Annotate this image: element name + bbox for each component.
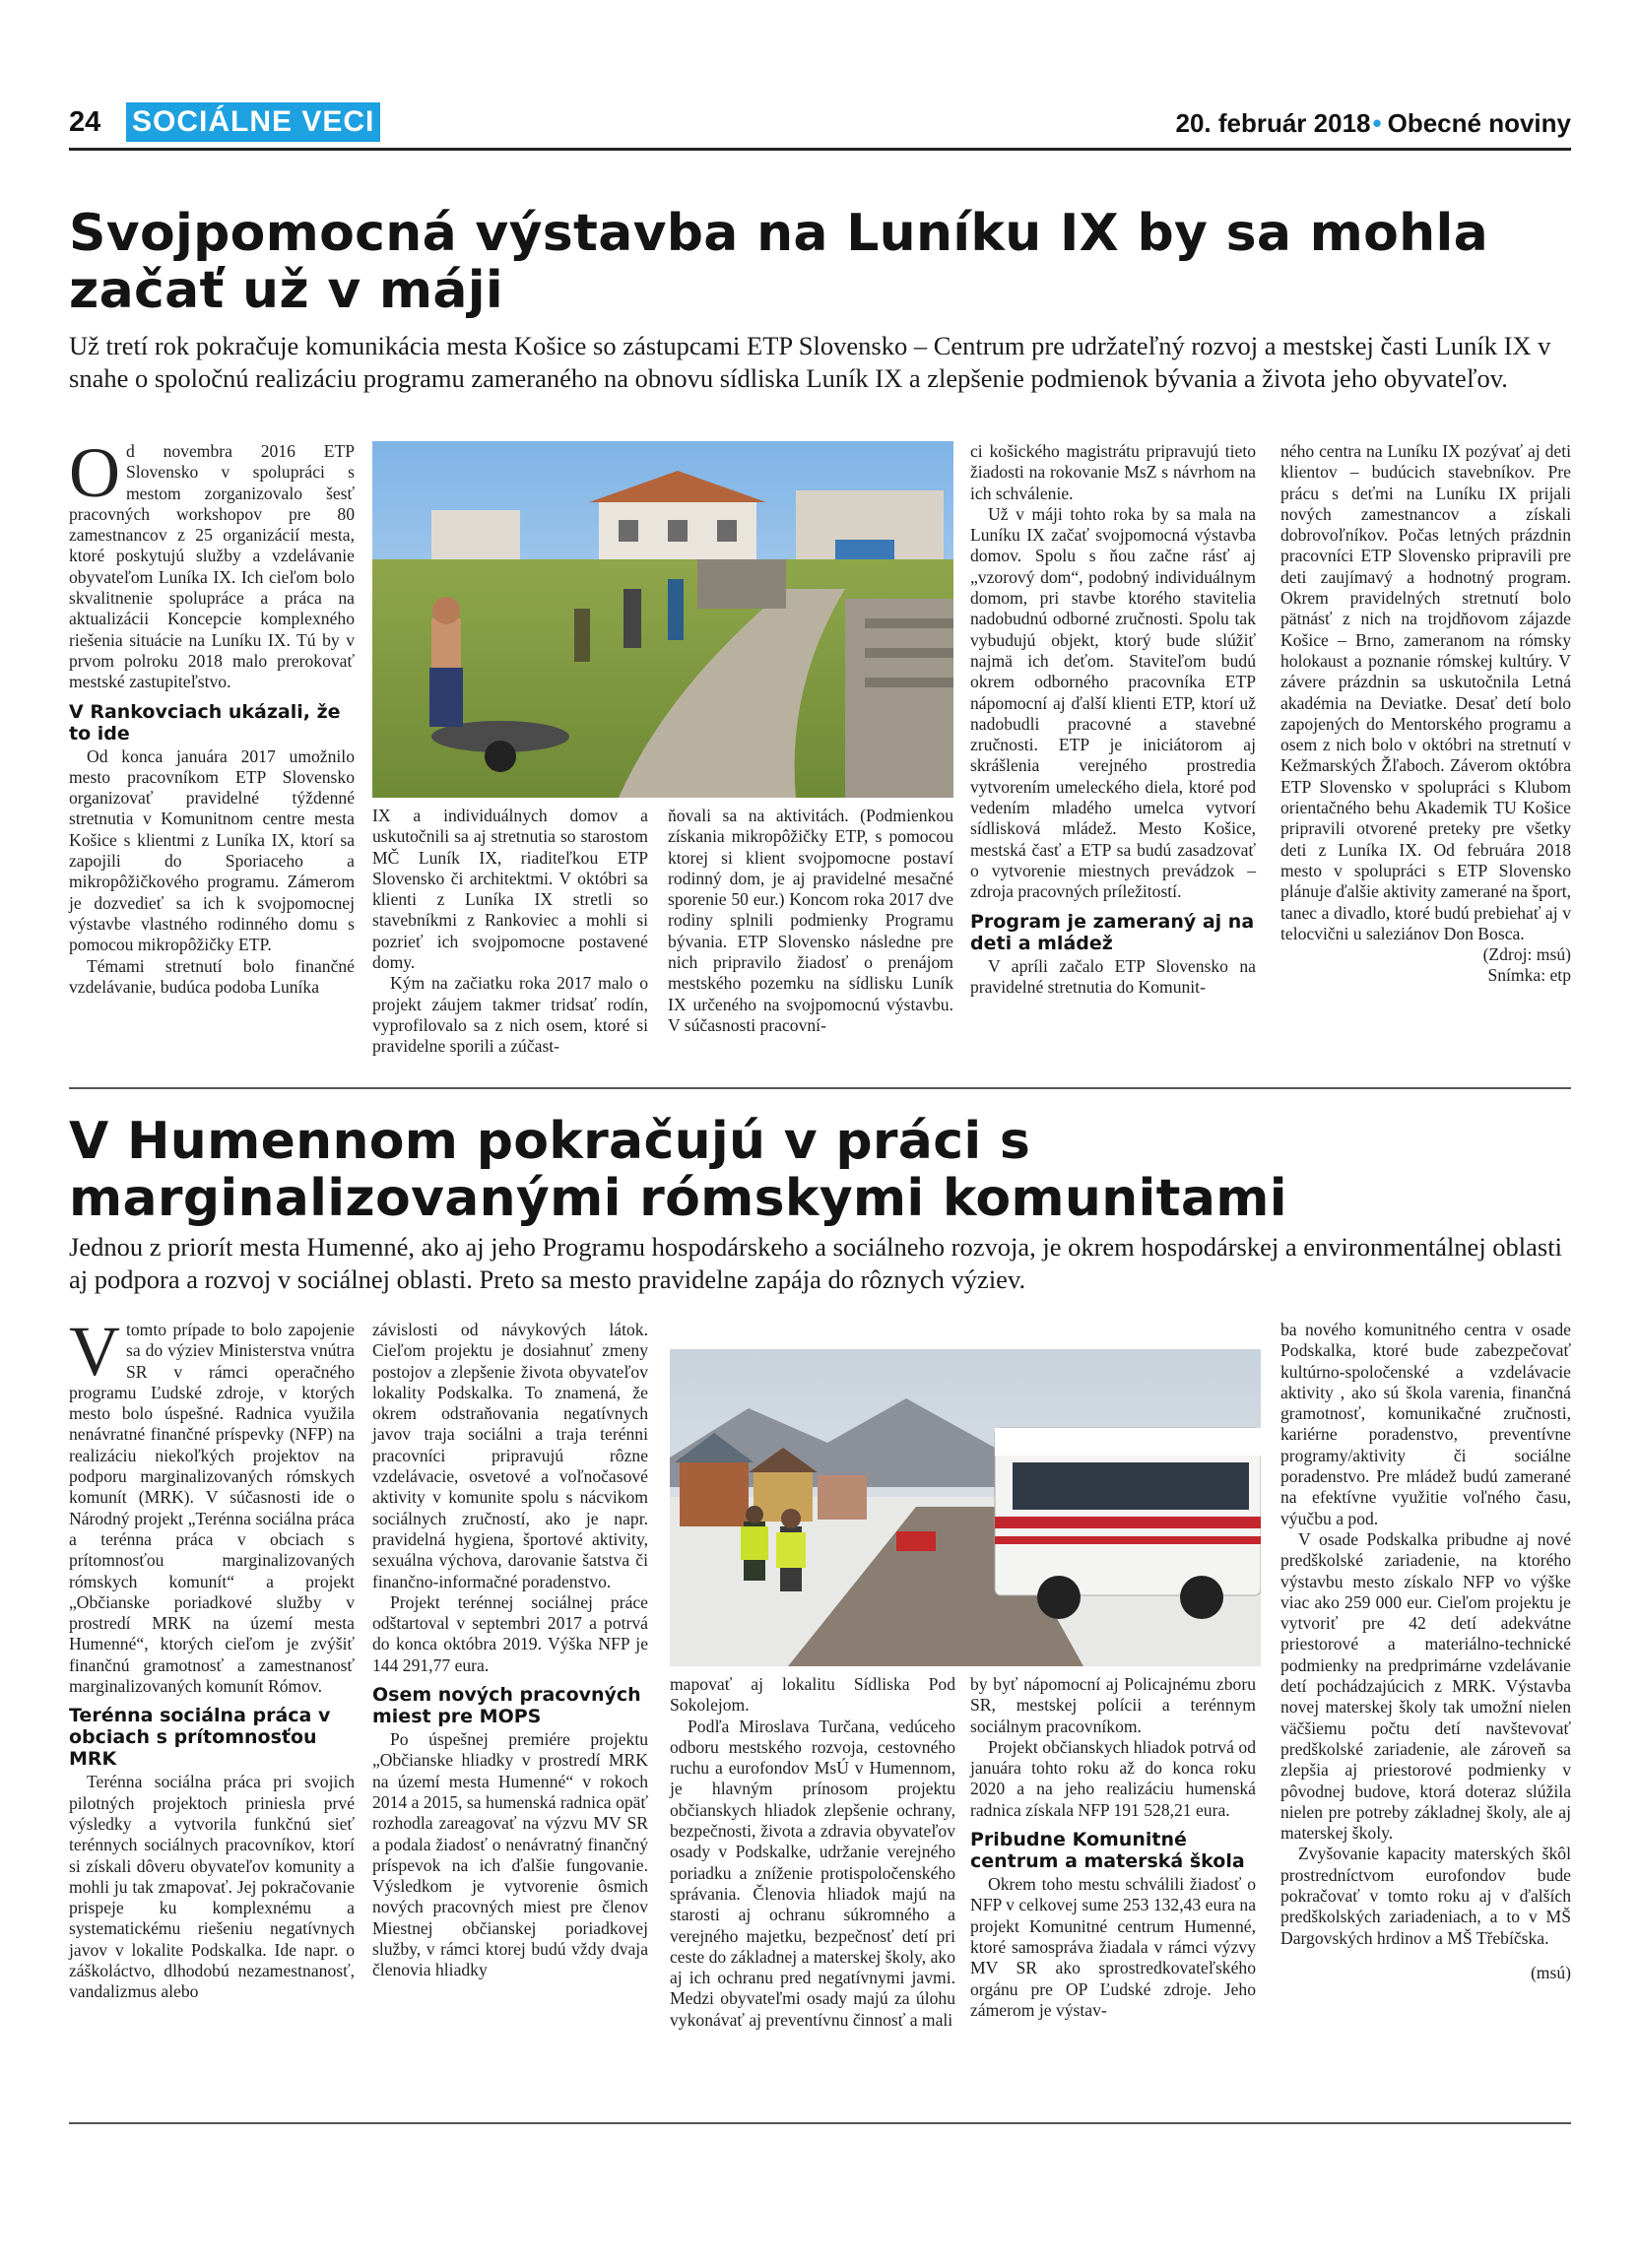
article1-col1-p2: Od konca januára 2017 umožnilo mesto pracovníkom ETP Slovensko organizovať pravidelné týždenné stretnutia v Komunitnom centre mesta Košice s klientmi z Luníka IX, ktorí sa zapojili do Sporiaceho a mikropôžičkového programu. Zámerom je dozvedieť sa ich k svojpomocnej výstavbe vlastného rodinného domu s pomocou mikropôžičky ETP. [69, 745, 355, 955]
article1-subheading-1: V Rankovciach ukázali, že to ide [69, 700, 341, 745]
article2-col1-p1: tomto prípade to bolo zapojenie sa do výziev Ministerstva vnútra SR v rámci operačného programu Ľudské zdroje, v ktorých mesto bolo úspešné. Radnica využila nenávratné finančné príspevky (NFP) na realizáciu niekoľkých projektov na podporu marginalizovaných rómskych komunít (MRK). V súčasnosti ide o Národný projekt „Terénna sociálna práca a terénna práca v obciach s prítomnosťou marginalizovaných rómskych komunít“ a projekt „Občianske poriadkové služby v prostredí MRK na území mesta Humenné“, ktorých cieľom je zvýšiť finančnú gramotnosť a zamestnanosť marginalizovaných komunít Rómov. [69, 1320, 355, 1697]
article2-headline: V Humennom pokračujú v práci s marginalizovanými rómskymi komunitami [69, 1112, 1287, 1228]
article1-column-5 [1280, 441, 1571, 987]
masthead-info [1175, 108, 1571, 139]
article1-headline: Svojpomocná výstavba na Luníku IX by sa mohla začať už v máji [69, 204, 1488, 320]
article2-lead: Jednou z priorít mesta Humenné, ako aj jeho Programu hospodárskeho a sociálneho rozvoja, je okrem hospodárskej a environmentálnej oblasti aj podpora a rozvoj v sociálnej oblasti. Preto sa mesto pravidelne zapája do rôznych výziev. [69, 1232, 1562, 1294]
article2-subheading-3: Pribudne Komunitné centrum a materská škola [970, 1829, 1245, 1873]
article1-col4-p3: V apríli začalo ETP Slovensko na pravidelné stretnutia do Komunit- [970, 955, 1256, 997]
article-divider [69, 1087, 1571, 1089]
footer-rule [69, 2122, 1571, 2124]
article1-column-4 [970, 441, 1256, 998]
article2-col3-p1: mapovať aj lokalitu Sídliska Pod Sokolejom. [670, 1674, 955, 1716]
article2-subheading-1: Terénna sociálna práca v obciach s prítomnosťou MRK [69, 1705, 331, 1771]
article2-col5-p3: Zvyšovanie kapacity materských škôl prostredníctvom eurofondov bude pokračovať v tomto roku aj v ďalších predškolských zariadeniach, a to v MŠ Dargovských hrdinov a MŠ Třebíčska. [1280, 1844, 1571, 1948]
article1-col5-p1: ného centra na Luníku IX pozývať aj deti klientov – budúcich stavebníkov. Pre prácu s deťmi na Luníku IX prijali nových zamestnancov a získali dobrovoľníkov. Počas letných prázdnin pracovníci ETP Slovensko pripravili pre deti zaujímavý a hodnotný program. Okrem pravidelných stretnutí bolo pätnásť z nich na trojdňovom zájazde Košice – Brno, zameranom na rómsky holokaust a poznanie rómskej kultúry. V závere prázdnin sa uskutočnila Letná akadémia na Deviatke. Desať detí bolo zapojených do Mentorského programu a osem z nich bolo v októbri na stretnutí v Kežmarských Žľaboch. Záverom októbra ETP Slovensko v spolupráci s Klubom orientačného behu Akademik TU Košice pripravili otvorené preteky pre všetky deti z Luníka IX. Od februára 2018 mesto v spolupráci s ETP Slovensko plánuje ďalšie aktivity zamerané na šport, tanec a divadlo, ktoré budú prebiehať aj v telocvični u saleziánov Don Bosca. [1280, 441, 1571, 943]
article2-subheading-2: Osem nových pracovných miest pre MOPS [372, 1684, 641, 1728]
issue-date: 20. február 2018 [1175, 108, 1371, 138]
article1-column-2 [372, 806, 648, 1058]
page-number: 24 [69, 106, 101, 138]
article2-column-1 [69, 1312, 355, 2003]
article2-col2-p3: Po úspešnej premiére projektu „Občianske hliadky v prostredí MRK na území mesta Humenné“ v rokoch 2014 a 2015, sa humenská radnica opäť rozhodla zareagovať na výzvu MV SR a podala žiadosť o nenávratný finančný príspevok na ich ďalšie fungovanie. Výsledkom je vytvorenie ôsmich nových pracovných miest pre členov Miestnej občianskej poriadkovej služby, v rámci ktorej budú vždy dvaja členovia hliadky [372, 1729, 648, 1980]
article1-col2-p2: Kým na začiatku roka 2017 malo o projekt záujem takmer tridsať rodín, vyprofilovalo sa z nich osem, ktoré si pravidelne sporili a zúčast- [372, 973, 648, 1057]
article2-column-5 [1280, 1320, 1571, 1983]
article2-col4-p1: by byť nápomocní aj Policajnému zboru SR, mestskej polícii a terénnym sociálnym pracovníkom. [970, 1674, 1256, 1736]
article1-col1-p1: d novembra 2016 ETP Slovensko v spolupráci s mestom zorganizovalo šesť pracovných workshopov pre 80 zamestnancov z 25 organizácií mesta, ktoré poskytujú služby a vzdelávanie obyvateľom Luníka IX. Ich cieľom bolo skvalitnenie spolupráce a práca na aktualizácii Koncepcie komplexného riešenia situácie na Luníku IX. Tú by v prvom polroku 2018 malo prerokovať mestské zastupiteľstvo. [69, 441, 355, 692]
article1-column-1 [69, 433, 355, 998]
article1-photo-credit: Snímka: etp [1487, 965, 1571, 986]
article2-dropcap: V [69, 1312, 120, 1391]
article1-lead: Už tretí rok pokračuje komunikácia mesta Košice so zástupcami ETP Slovensko – Centrum pre udržateľný rozvoj a mestskej časti Luník IX v snahe o spoločnú realizáciu programu zameraného na obnovu sídliska Luník IX a zlepšenie podmienok bývania a života jeho obyvateľov. [69, 331, 1551, 393]
article1-col4-p2: Už v máji tohto roka by sa mala na Luníku IX začať svojpomocná výstavba domov. Spolu s ňou začne rásť aj „vzorový dom“, podobný individuálnym domom, pri stavbe ktorého stavitelia nadobudnú odborné zručnosti. Spolu tak vybudujú objekt, ktorý bude slúžiť najmä ich deťom. Staviteľom budú okrem odborného pracovníka ETP nápomocní aj ďalší klienti ETP, ktorí už nadobudli pracovné a stavebné zručnosti. ETP je iniciátorom aj skrášlenia verejného prostredia vytvorením umeleckého diela, ktoré pod vedením mladého umelca vytvorí sídlisková mládež. Mesto Košice, mestská časť a ETP sa budú zasadzovať o vytvorenie miestnych prevádzok – zdroja pracovných príležitostí. [970, 503, 1256, 902]
article2-source: (msú) [1530, 1962, 1571, 1982]
article2-col2-p1: závislosti od návykových látok. Cieľom projektu je dosiahnuť zmeny postojov a zlepšenie životа obyvateľov lokality Podskalka. To znamená, že okrem odstraňovania negatívnych javov traja sociálni a traja terénni pracovníci pripravujú rôzne vzdelávacie, osvetové a voľnočasové aktivity v komunite spolu s nácvikom sociálnych zručností, ako je napr. pravidelná hygiena, športové aktivity, sexuálna výchova, darovanie šatstva či finančno-informačné poradenstvo. [372, 1320, 648, 1591]
article1-dropcap: O [69, 433, 120, 512]
article2-col4-p2: Projekt občianskych hliadok potrvá od januára tohto roku až do konca roku 2020 a na jeho realizáciu humenská radnica získala NFP 191 528,21 eura. [970, 1736, 1256, 1820]
article1-photo-construction [372, 441, 953, 798]
article2-photo-bus-street [670, 1349, 1261, 1666]
article2-col4-p3: Okrem toho mestu schválili žiadosť o NFP v celkovej sume 253 132,43 eura na projekt Komunitné centrum Humenné, ktoré samospráva žiadala v rámci výzvy MV SR ako sprostredkovateľského orgánu pre OP Ľudské zdroje. Jeho zámerom je výstav- [970, 1874, 1256, 2020]
article2-column-4 [970, 1674, 1256, 2021]
article1-source: (Zdroj: msú) [1482, 944, 1571, 965]
section-label: SOCIÁLNE VECI [126, 102, 380, 142]
article1-subheading-2: Program je zameraný aj na deti a mládež [970, 910, 1255, 954]
article1-col1-p3: Témami stretnutí bolo finančné vzdelávanie, budúca podoba Luníka [69, 955, 355, 997]
header-rule [69, 148, 1571, 151]
article2-col3-p2: Podľa Miroslava Turčana, vedúceho odboru mestského rozvoja, cestovného ruchu a eurofondov MsÚ v Humennom, je hlavným prínosom projektu občianskych hliadok zlepšenie ochrany, bezpečnosti, života a zdravia obyvateľov osady v Podskalke, udržanie verejného poriadku a zníženie protispoločenského správania. Členovia hliadok majú na starosti aj ochranu súkromného a verejného majetku, bezpečnosť detí pri ceste do základnej a materskej školy, ako aj ich ochranu pred negatívnymi javmi. Medzi obyvateľmi osady majú za úlohu vykonávať aj preventívnu činnosť a mali [670, 1716, 955, 2030]
article1-col4-p1: ci košického magistrátu pripravujú tieto žiadosti na rokovanie MsZ s návrhom na ich schválenie. [970, 441, 1256, 503]
article1-col3-p1: ňovali sa na aktivitách. (Podmienkou získania mikropôžičky ETP, s pomocou ktorej si klient svojpomocne postaví rodinný dom, je aj pravidelné mesačné sporenie 50 eur.) Koncom roka 2017 dve rodiny splnili podmienky Programu bývania. ETP Slovensko následne pre nich pripravilo žiadosť o prenájom mestského pozemku na sídlisku Luník IX určeného na svojpomocnú výstavbu. V súčasnosti pracovní- [668, 806, 953, 1035]
article1-col2-p1: IX a individuálnych domov a uskutočnili sa aj stretnutia so starostom MČ Luník IX, riaditeľkou ETP Slovensko či architektmi. V októbri sa klienti z Luníka IX stretli so stavebníkmi z Rankoviec a mohli si pozrieť ich svojpomocne postavené domy. [372, 806, 648, 973]
article2-column-2 [372, 1320, 648, 1981]
article2-column-3 [670, 1674, 955, 2031]
article2-col2-p2: Projekt terénnej sociálnej práce odštartoval v septembri 2017 a potrvá do konca októbra 2019. Výška NFP je 144 291,77 eura. [372, 1591, 648, 1675]
article2-col1-p2: Terénna sociálna práca pri svojich pilotných projektoch priniesla prvé výsledky a vytvorila funkčnú sieť terénnych sociálnych pracovníkov, ktorí si získali dôveru obyvateľov komunity a mohli ju tak zmapovať. Jej pokračovanie prispeje ku komplexnému a systematickému riešeniu negatívnych javov v lokalite Podskalka. Ide napr. o záškoláctvo, dlhodobú nezamestnanosť, vandalizmus alebo [69, 1772, 355, 2002]
article1-column-3 [668, 806, 953, 1036]
article2-col5-p2: V osade Podskalka pribudne aj nové predškolské zariadenie, na ktorého výstavbu mesto získalo NFP vo výške viac ako 259 000 eur. Cieľom projektu je vytvoriť pre 42 detí adekvátne priestorové a materiálno-technické podmienky na predprimárne vzdelávanie detí pochádzajúcich z MRK. Výstavba novej materskej školy tak umožní nielen väčšiemu počtu detí navštevovať predškolské zariadenie, ale zároveň sa zlepšia aj priestorové podmienky v pôvodnej budove, ktorá doteraz slúžila nielen pre potreby základnej školy, ale aj materskej školy. [1280, 1528, 1571, 1844]
bullet-icon: • [1372, 108, 1382, 138]
article2-col5-p1: ba nového komunitného centra v osade Podskalka, ktoré bude zabezpečovať kultúrno-spoločenské a vzdelávacie aktivity , ako sú škola varenia, finančná gramotnosť, komunikačné zručnosti, kariérne poradenstvo, preventívne programy/aktivity či sociálne poradenstvo. Pre mládež budú zamerané na efektívne využitie voľného času, výučbu a pod. [1280, 1320, 1571, 1528]
publication-name: Obecné noviny [1387, 108, 1571, 138]
